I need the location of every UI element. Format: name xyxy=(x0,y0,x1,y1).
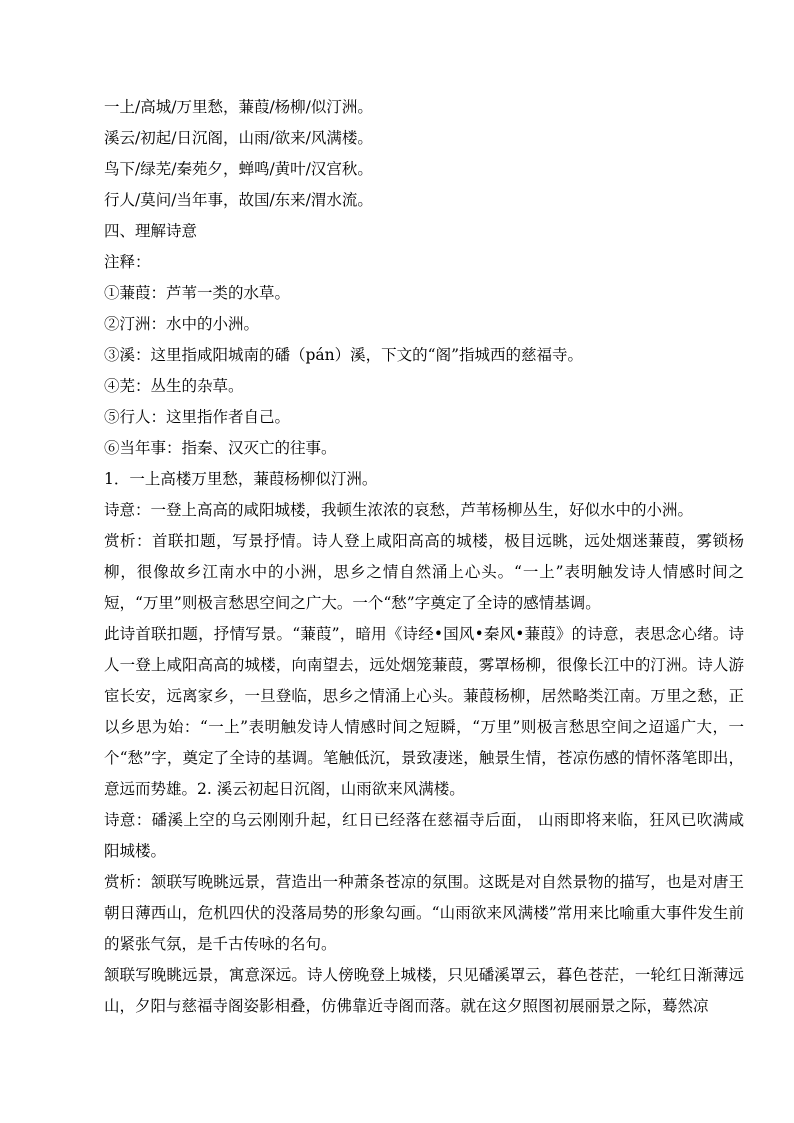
appreciation-paragraph: 赏析：首联扣题，写景抒情。诗人登上咸阳高高的城楼，极目远眺，远处烟迷蒹葭，雾锁杨柳，很像故乡江南水中的小洲，思乡之情自然涌上心头。“一上”表明触发诗人情感时间之短，“万里”则极言愁思空间之广大。一个“愁”字奠定了全诗的感情基调。 xyxy=(104,532,744,612)
poem-line: 一上/高城/万里愁，蒹葭/杨柳/似汀洲。 xyxy=(104,98,373,116)
item-title: 1．一上高楼万里愁，蒹葭杨柳似汀洲。 xyxy=(104,470,378,488)
note-item: ③溪：这里指咸阳城南的磻（pán）溪，下文的“阁”指城西的慈福寺。 xyxy=(104,346,583,364)
note-item: ④芜：丛生的杂草。 xyxy=(104,377,244,395)
note-item: ②汀洲：水中的小洲。 xyxy=(104,315,260,333)
poem-line: 行人/莫问/当年事，故国/东来/渭水流。 xyxy=(104,191,373,209)
analysis-paragraph: 此诗首联扣题，抒情写景。“蒹葭”，暗用《诗经•国风•秦风•蒹葭》的诗意，表思念心绪。诗人一登上咸阳高高的城楼，向南望去，远处烟笼蒹葭，雾罩杨柳，很像长江中的汀洲。诗人游宦长安，远离家乡，一旦登临，思乡之情涌上心头。蒹葭杨柳，居然略类江南。万里之愁，正以乡思为始：“一上”表明触发诗人情感时间之短瞬，“万里”则极言愁思空间之迢遥广大，一个“愁”字，奠定了全诗的基调。笔触低沉，景致凄迷，触景生情，苍凉伤感的情怀落笔即出，意远而势雄。2. 溪云初起日沉阁，山雨欲来风满楼。 xyxy=(104,625,744,798)
note-item: ⑤行人：这里指作者自己。 xyxy=(104,408,291,426)
appreciation-paragraph: 赏析：颔联写晚眺远景，营造出一种萧条苍凉的氛围。这既是对自然景物的描写，也是对唐王朝日薄西山，危机四伏的没落局势的形象勾画。“山雨欲来风满楼”常用来比喻重大事件发生前的紧张气氛，是千古传咏的名句。 xyxy=(104,873,744,953)
notes-heading: 注释： xyxy=(104,253,151,271)
poem-line: 溪云/初起/日沉阁，山雨/欲来/风满楼。 xyxy=(104,129,373,147)
document-body xyxy=(104,92,744,1022)
section-heading: 四、理解诗意 xyxy=(104,222,198,240)
poem-meaning: 诗意：磻溪上空的乌云刚刚升起，红日已经落在慈福寺后面， 山雨即将来临，狂风已吹满咸阳城楼。 xyxy=(104,811,744,860)
note-item: ①蒹葭：芦苇一类的水草。 xyxy=(104,284,291,302)
note-item: ⑥当年事：指秦、汉灭亡的往事。 xyxy=(104,439,337,457)
poem-line: 鸟下/绿芜/秦苑夕，蝉鸣/黄叶/汉宫秋。 xyxy=(104,160,373,178)
analysis-paragraph: 颔联写晚眺远景，寓意深远。诗人傍晚登上城楼，只见磻溪罩云，暮色苍茫，一轮红日渐薄远山，夕阳与慈福寺阁姿影相叠，仿佛靠近寺阁而落。就在这夕照图初展丽景之际，蓦然凉 xyxy=(104,966,744,1015)
poem-meaning: 诗意：一登上高高的咸阳城楼，我顿生浓浓的哀愁，芦苇杨柳丛生，好似水中的小洲。 xyxy=(104,501,694,519)
